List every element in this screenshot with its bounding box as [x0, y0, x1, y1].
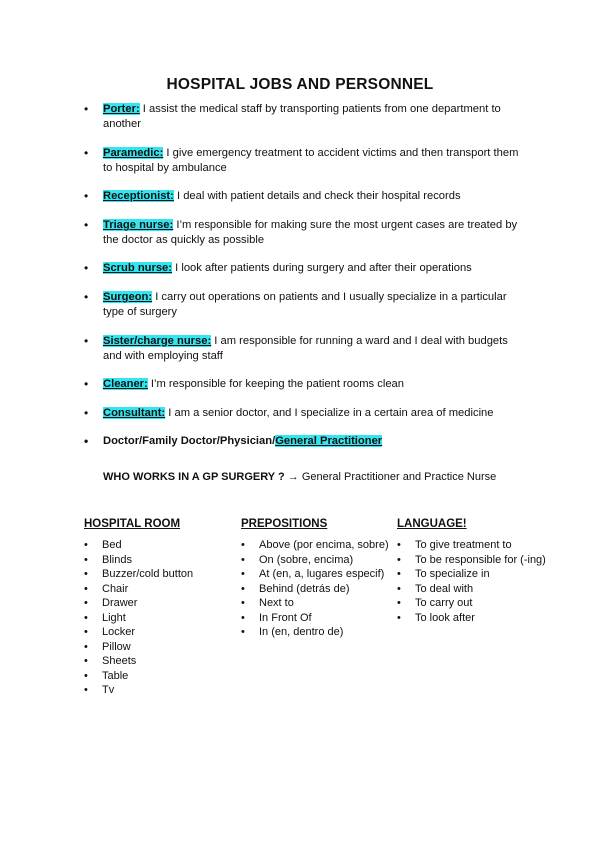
- gp-surgery-question: WHO WORKS IN A GP SURGERY ? →: [103, 471, 299, 483]
- list-item: • In (en, dentro de): [241, 625, 389, 640]
- list-item: • Locker: [84, 625, 193, 640]
- list-item: • Drawer: [84, 596, 193, 611]
- list-item: • To carry out: [397, 596, 546, 611]
- doctor-titles: Doctor/Family Doctor/Physician/: [103, 435, 276, 448]
- list-item: • Sheets: [84, 654, 193, 669]
- hospital-room-column: [84, 518, 193, 698]
- list-item: • Bed: [84, 538, 193, 553]
- job-role: Surgeon:: [103, 290, 153, 303]
- hospital-room-list: [84, 538, 193, 698]
- job-role: Triage nurse:: [103, 218, 174, 231]
- page-title: HOSPITAL JOBS AND PERSONNEL: [166, 76, 434, 93]
- job-description: I look after patients during surgery and after their operations: [172, 262, 472, 275]
- list-item: • At (en, a, lugares especif): [241, 567, 389, 582]
- list-item: • Chair: [84, 582, 193, 597]
- list-item: • Next to: [241, 596, 389, 611]
- prepositions-column: [241, 518, 389, 640]
- job-item-consultant: [84, 406, 524, 421]
- gp-surgery-line: [103, 471, 496, 483]
- job-item-porter: [84, 102, 524, 132]
- job-role: Paramedic:: [103, 146, 164, 159]
- job-description: I am responsible for running a ward and I deal with budgets and with employing staff: [103, 334, 508, 362]
- list-item: • In Front Of: [241, 611, 389, 626]
- list-item: • Blinds: [84, 553, 193, 568]
- job-role: Consultant:: [103, 406, 166, 419]
- list-item: • To be responsible for (-ing): [397, 553, 546, 568]
- job-item-doctor: [84, 434, 524, 449]
- job-item-sister-charge-nurse: [84, 334, 524, 364]
- list-item: • Pillow: [84, 640, 193, 655]
- job-description: I deal with patient details and check their hospital records: [173, 190, 461, 203]
- job-description: I carry out operations on patients and I usually specialize in a particular type of surgery: [103, 290, 507, 318]
- list-item: • To specialize in: [397, 567, 546, 582]
- hospital-room-heading: HOSPITAL ROOM: [84, 518, 181, 530]
- job-item-surgeon: [84, 290, 524, 320]
- job-role: Scrub nurse:: [103, 262, 173, 275]
- job-description: I’m responsible for making sure the most urgent cases are treated by the doctor as quickly as possible: [103, 218, 518, 246]
- job-role: Sister/charge nurse:: [103, 334, 212, 347]
- list-item: • Light: [84, 611, 193, 626]
- list-item: • Above (por encima, sobre): [241, 538, 389, 553]
- list-item: • On (sobre, encima): [241, 553, 389, 568]
- list-item: • To look after: [397, 611, 546, 626]
- list-item: • Behind (detrás de): [241, 582, 389, 597]
- gp-surgery-answer: General Practitioner and Practice Nurse: [298, 471, 497, 483]
- list-item: • Buzzer/cold button: [84, 567, 193, 582]
- job-role: Porter:: [103, 103, 140, 115]
- list-item: • To give treatment to: [397, 538, 546, 553]
- prepositions-list: [241, 538, 389, 640]
- language-column: [397, 518, 546, 625]
- prepositions-heading: PREPOSITIONS: [241, 518, 328, 530]
- language-heading: LANGUAGE!: [397, 518, 467, 530]
- general-practitioner-highlight: General Practitioner: [275, 435, 383, 448]
- job-item-paramedic: [84, 146, 524, 176]
- job-role: Cleaner:: [103, 378, 148, 391]
- list-item: • Tv: [84, 683, 193, 698]
- job-item-triage-nurse: [84, 218, 524, 248]
- job-list: [84, 102, 524, 463]
- list-item: • To deal with: [397, 582, 546, 597]
- job-item-cleaner: [84, 377, 524, 392]
- job-description: I’m responsible for keeping the patient rooms clean: [147, 378, 404, 391]
- job-role: Receptionist:: [103, 190, 174, 203]
- job-item-receptionist: [84, 189, 524, 204]
- list-item: • Table: [84, 669, 193, 684]
- job-description: I give emergency treatment to accident victims and then transport them to hospital by ambulance: [103, 146, 519, 174]
- language-list: [397, 538, 546, 625]
- job-item-scrub-nurse: [84, 261, 524, 276]
- job-description: I assist the medical staff by transporting patients from one department to another: [103, 103, 501, 130]
- job-description: I am a senior doctor, and I specialize in a certain area of medicine: [165, 406, 494, 419]
